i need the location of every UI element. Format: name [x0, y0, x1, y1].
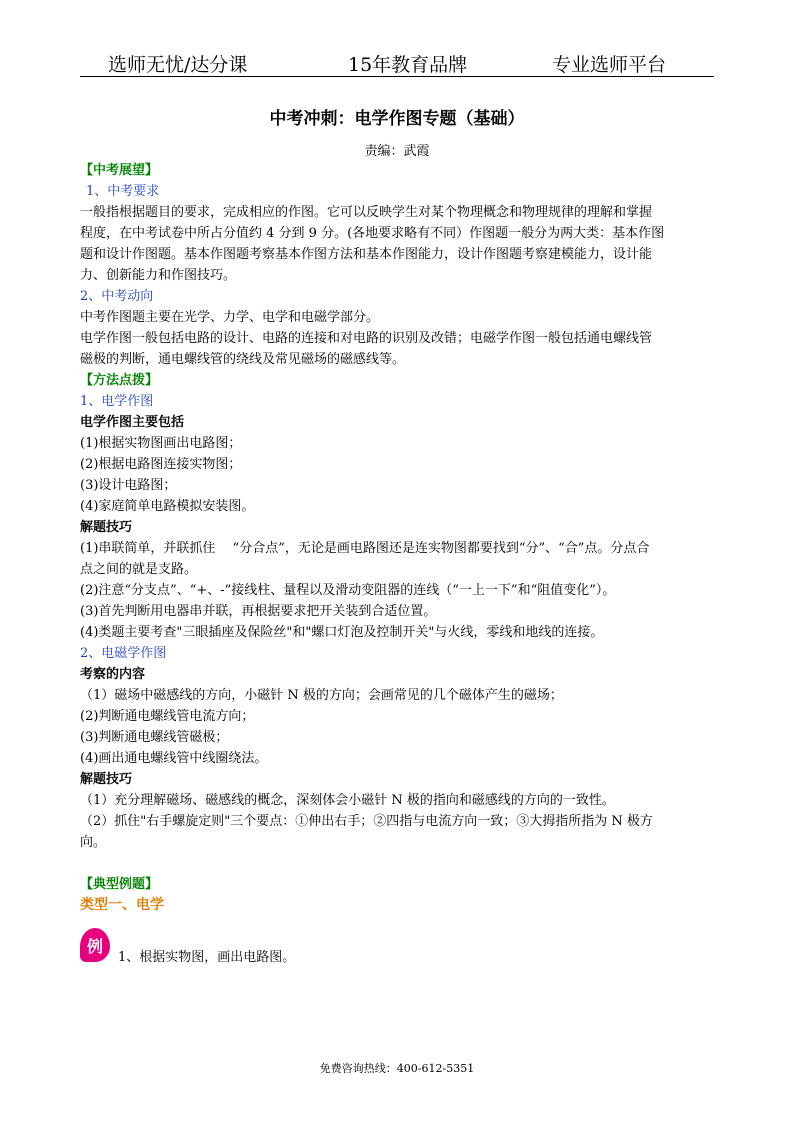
example-one: [80, 928, 480, 970]
trend-line: 磁极的判断，通电螺线管的绕线及常见磁场的磁感线等。: [80, 352, 406, 367]
trend-line: 电学作图一般包括电路的设计、电路的连接和对电路的识别及改错；电磁学作图一般包括通电螺线管: [80, 331, 653, 346]
requirement-paragraph: [80, 202, 716, 286]
requirement-title: 1、中考要求: [86, 184, 160, 199]
trend-paragraph: [80, 307, 716, 370]
outlook-heading: 【中考展望】: [80, 163, 159, 178]
page-title: 中考冲刺：电学作图专题（基础）: [269, 109, 525, 129]
example-one-text: 1、根据实物图，画出电路图。: [118, 950, 296, 965]
header-left: 选师无忧/达分课: [108, 54, 248, 76]
magnetic-item: (2)判断通电螺线管电流方向；: [80, 709, 255, 724]
electric-item: (1)根据实物图画出电路图；: [80, 436, 242, 451]
magnetic-drawing-title: 2、电磁学作图: [80, 646, 167, 661]
header-right: 专业选师平台: [552, 54, 667, 76]
electric-item: (2)根据电路图连接实物图；: [80, 457, 242, 472]
requirement-line: 一般指根据题目的要求，完成相应的作图。它可以反映学生对某个物理概念和物理规律的理解和掌握: [80, 205, 653, 220]
trend-title: 2、中考动向: [80, 289, 154, 304]
magnetic-tip: （1）充分理解磁场、磁感线的概念，深刻体会小磁针 N 极的指向和磁感线的方向的一致性。: [80, 793, 615, 808]
electric-tip: (1)串联简单，并联抓住 “分合点”，无论是画电路图还是连实物图都要找到“分”、“合”点。分点合: [80, 541, 650, 556]
magnetic-tips-title: 解题技巧: [80, 772, 133, 787]
magnetic-item: (4)画出通电螺线管中线圈绕法。: [80, 751, 268, 766]
electric-item: (3)设计电路图；: [80, 478, 177, 493]
magnetic-item: （1）磁场中磁感线的方向，小磁针 N 极的方向；会画常见的几个磁体产生的磁场；: [80, 688, 563, 703]
magnetic-tip: （2）抓住"右手螺旋定则"三个要点：①伸出右手；②四指与电流方向一致；③大拇指所指为 N 极方: [80, 814, 653, 829]
trend-line: 中考作图题主要在光学、力学、电学和电磁学部分。: [80, 310, 380, 325]
page-header: [80, 46, 714, 77]
magnetic-drawing-subtitle: 考察的内容: [80, 667, 146, 682]
magnetic-item: (3)判断通电螺线管磁极；: [80, 730, 229, 745]
requirement-line: 力、创新能力和作图技巧。: [80, 268, 237, 283]
magnetic-tip: 向。: [80, 835, 107, 850]
example-badge-icon: 例: [80, 928, 110, 962]
electric-tip: (4)类题主要考查"三眼插座及保险丝"和"螺口灯泡及控制开关"与火线，零线和地线的连接。: [80, 625, 604, 640]
header-center: 15年教育品牌: [348, 54, 468, 76]
electric-drawing-title: 1、电学作图: [80, 394, 154, 409]
document-body: [80, 160, 716, 916]
electric-tip: (2)注意“分支点”、“+、-”接线柱、量程以及滑动变阻器的连线（“一上一下”和“阻值变化”）。: [80, 583, 616, 598]
electric-tip: (3)首先判断用电器串并联，再根据要求把开关装到合适位置。: [80, 604, 437, 619]
electric-item: (4)家庭简单电路模拟安装图。: [80, 499, 255, 514]
electric-drawing-subtitle: 电学作图主要包括: [80, 415, 185, 430]
requirement-line: 题和设计作图题。基本作图题考察基本作图方法和基本作图能力，设计作图题考察建模能力，设计能: [80, 247, 653, 262]
requirement-line: 程度，在中考试卷中所占分值约 4 分到 9 分。(各地要求略有不同）作图题一般分为两大类：基本作图: [80, 226, 665, 241]
electric-tip: 点之间的就是支路。: [80, 562, 198, 577]
type-one-title: 类型一、电学: [80, 897, 164, 913]
examples-heading: 【典型例题】: [80, 877, 159, 892]
editor-line: 责编：武霞: [364, 144, 430, 159]
spacer: [80, 853, 716, 874]
electric-tips-title: 解题技巧: [80, 520, 133, 535]
footer-hotline: 免费咨询热线：400-612-5351: [319, 1062, 475, 1075]
method-heading: 【方法点拨】: [80, 373, 159, 388]
